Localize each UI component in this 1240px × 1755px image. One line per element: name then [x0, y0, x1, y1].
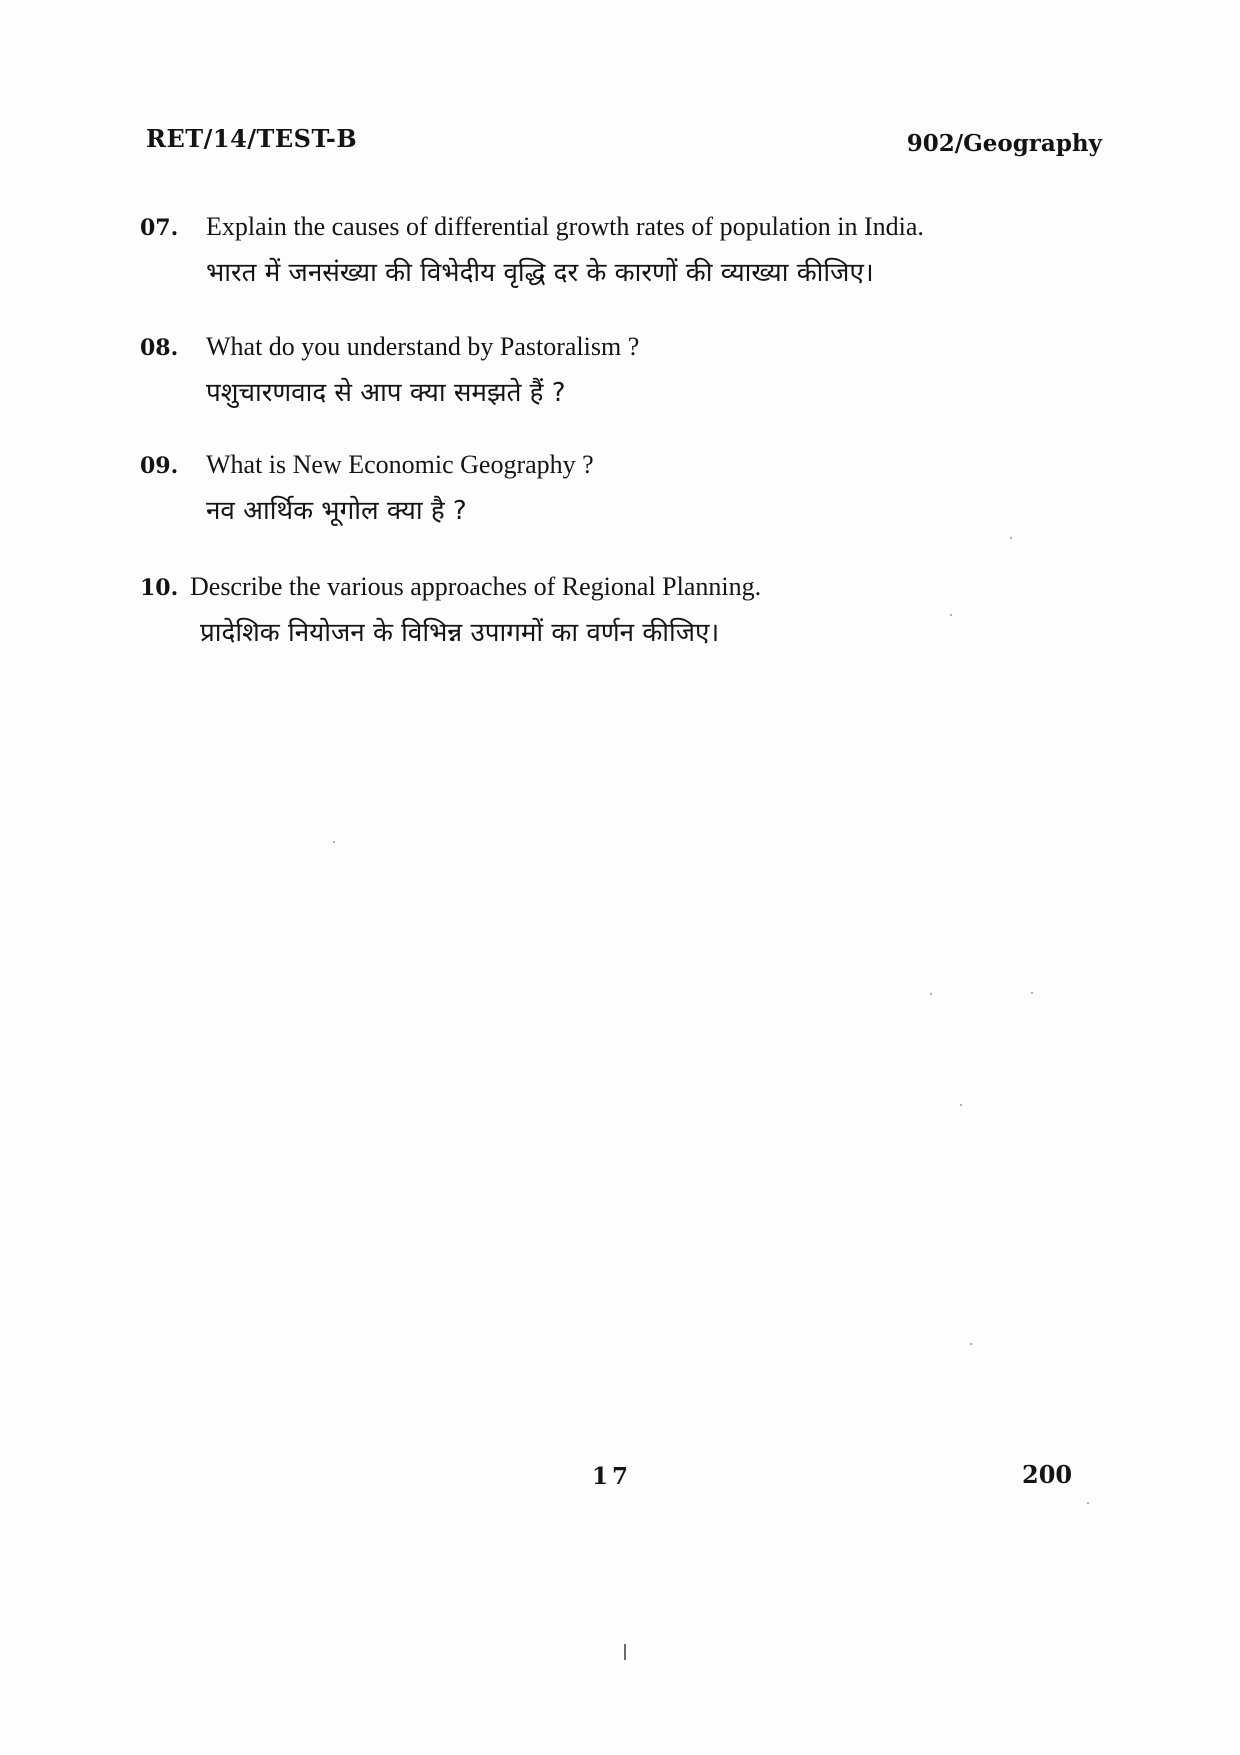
page-number: 17	[592, 1463, 633, 1490]
question-text-hindi: प्रादेशिक नियोजन के विभिन्न उपागमों का वर्णन कीजिए।	[200, 618, 720, 648]
scan-speck	[960, 1104, 962, 1106]
question-text-english: What do you understand by Pastoralism ?	[206, 332, 640, 361]
scan-speck	[1031, 992, 1033, 994]
question-number: 09.	[140, 453, 179, 479]
footer-code: 200	[1022, 1460, 1073, 1489]
question-number: 10.	[140, 575, 179, 601]
scan-speck	[1087, 1502, 1089, 1504]
question-english-line	[140, 210, 1120, 245]
subject-header: 902/Geography	[906, 130, 1102, 157]
question-10	[140, 570, 1120, 651]
question-text-hindi: पशुचारणवाद से आप क्या समझते हैं ?	[206, 378, 566, 408]
question-text-english: Explain the causes of differential growth rates of population in India.	[206, 212, 924, 241]
question-number: 07.	[140, 215, 179, 241]
scan-speck	[1010, 537, 1012, 539]
question-07	[140, 210, 1120, 291]
scan-speck	[930, 993, 932, 995]
scan-speck	[970, 1343, 972, 1345]
question-english-line	[140, 570, 1120, 605]
question-text-english: What is New Economic Geography ?	[206, 450, 594, 479]
question-text-hindi: नव आर्थिक भूगोल क्या है ?	[206, 496, 467, 526]
question-english-line	[140, 330, 1120, 365]
scan-speck	[333, 841, 335, 843]
question-09	[140, 448, 1120, 529]
question-english-line	[140, 448, 1120, 483]
question-text-hindi: भारत में जनसंख्या की विभेदीय वृद्धि दर के कारणों की व्याख्या कीजिए।	[206, 258, 874, 288]
scan-speck	[950, 614, 952, 616]
question-08	[140, 330, 1120, 411]
test-code-header: RET/14/TEST-B	[146, 124, 358, 153]
question-number: 08.	[140, 335, 179, 361]
question-text-english: Describe the various approaches of Regional Planning.	[190, 572, 762, 601]
binding-mark	[624, 1644, 626, 1660]
